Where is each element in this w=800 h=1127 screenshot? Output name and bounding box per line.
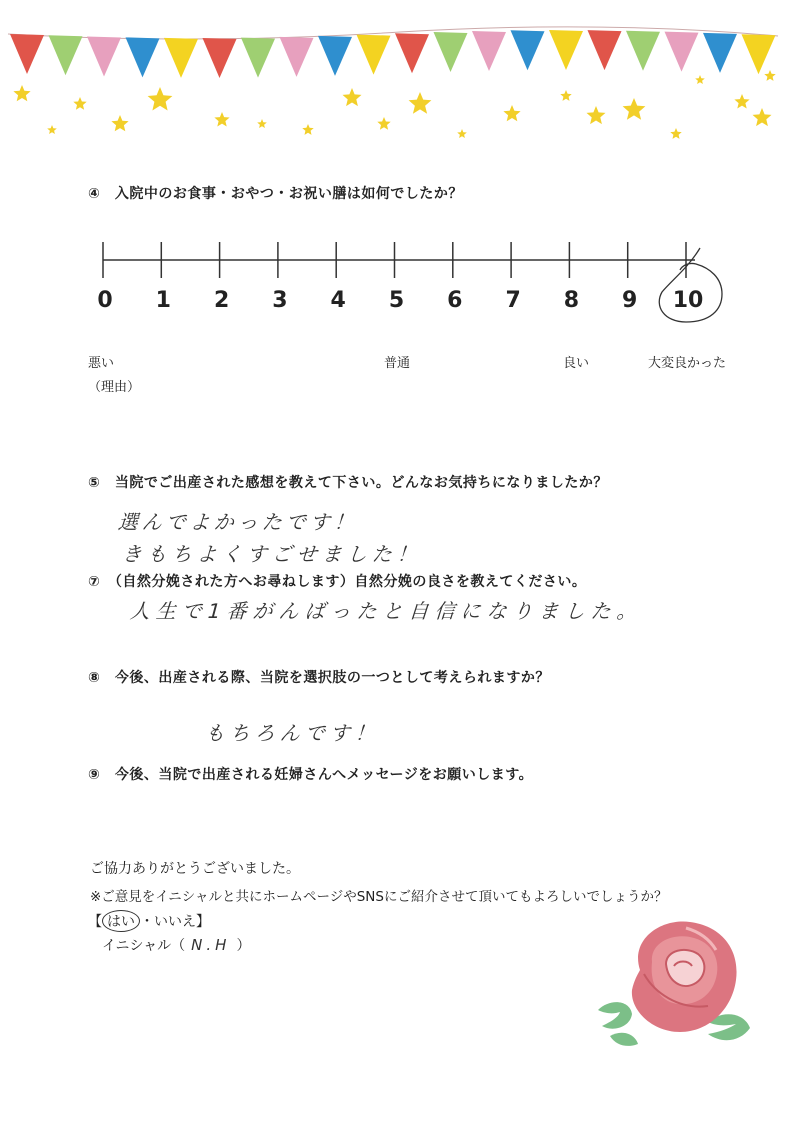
bunting-flag <box>318 36 352 76</box>
label-good: 良い <box>563 356 590 371</box>
scale-number-8[interactable]: 8 <box>563 288 580 313</box>
question-4: ④ 入院中のお食事・おやつ・お祝い膳は如何でしたか？ <box>88 186 463 202</box>
answer-8: もちろんです！ <box>204 721 381 745</box>
bunting-flag <box>203 38 237 78</box>
selection-circle <box>652 240 732 330</box>
bunting-banner <box>0 0 800 150</box>
scale-number-6[interactable]: 6 <box>447 288 463 313</box>
bunting-flag <box>357 35 391 75</box>
scale-number-2[interactable]: 2 <box>213 288 230 313</box>
bunting-flag <box>626 31 660 71</box>
question-9: ⑨ 今後、当院で出産される妊婦さんへメッセージをお願いします。 <box>88 767 534 783</box>
bunting-flag <box>511 30 545 70</box>
star-icon <box>764 70 775 81</box>
scale-number-4[interactable]: 4 <box>330 288 346 313</box>
star-icon <box>695 75 705 84</box>
star-icon <box>214 112 229 127</box>
label-bad: 悪い <box>88 356 115 371</box>
star-icon <box>343 88 362 106</box>
scale-number-7[interactable]: 7 <box>505 288 521 313</box>
label-normal: 普通 <box>384 356 411 371</box>
scale-number-9[interactable]: 9 <box>622 288 638 313</box>
bunting-flag <box>549 30 583 70</box>
bunting-flag <box>665 32 699 72</box>
star-icon <box>623 98 646 120</box>
bunting-flag <box>434 32 468 72</box>
initials-row: イニシャル（ N.H ） <box>102 936 251 954</box>
bunting-flag <box>395 33 429 73</box>
star-icon <box>73 97 86 110</box>
question-7: ⑦ （自然分娩された方へお尋ねします）自然分娩の良さを教えてください。 <box>88 574 587 590</box>
star-icon <box>753 108 772 126</box>
bunting-flag <box>742 34 776 74</box>
star-icon <box>670 128 681 139</box>
star-icon <box>148 87 173 111</box>
bunting-flag <box>87 36 121 76</box>
rose-illustration <box>590 910 760 1055</box>
option-yes[interactable]: はい <box>102 910 140 932</box>
rating-scale-line <box>95 230 735 290</box>
scale-number-5[interactable]: 5 <box>388 288 405 313</box>
bunting-flag <box>164 38 198 78</box>
star-icon <box>47 125 57 134</box>
bunting-flag <box>49 35 83 75</box>
bunting-flag <box>588 30 622 70</box>
bunting-flag <box>126 37 160 77</box>
star-icon <box>503 105 520 121</box>
star-icon <box>560 90 571 101</box>
star-icon <box>111 115 128 131</box>
bunting-flag <box>472 31 506 71</box>
star-icon <box>377 117 390 130</box>
star-icon <box>257 119 267 128</box>
star-icon <box>457 129 467 138</box>
reason-label: （理由） <box>88 380 141 395</box>
label-very-good: 大変良かった <box>648 356 727 371</box>
bunting-flag <box>280 37 314 77</box>
bunting-flag <box>10 34 44 74</box>
star-icon <box>409 92 432 114</box>
consent-options: 【 はい ・いいえ】 <box>88 910 210 932</box>
answer-5-line-1: 選んでよかったです！ <box>117 510 359 534</box>
initials-label: イニシャル（ <box>102 938 186 954</box>
scale-number-0[interactable]: 0 <box>97 288 113 313</box>
star-icon <box>302 124 313 135</box>
question-8: ⑧ 今後、出産される際、当院を選択肢の一つとして考えられますか？ <box>88 670 550 686</box>
bunting-flag <box>703 33 737 73</box>
option-no[interactable]: いいえ <box>154 914 196 930</box>
star-icon <box>13 85 30 101</box>
thanks-text: ご協力ありがとうございました。 <box>90 861 300 877</box>
scale-number-1[interactable]: 1 <box>155 288 171 313</box>
scale-number-10[interactable]: 10 <box>672 288 704 313</box>
question-5: ⑤ 当院でご出産された感想を教えて下さい。どんなお気持ちになりましたか？ <box>88 475 608 491</box>
star-icon <box>587 106 606 124</box>
bunting-flag <box>241 38 275 78</box>
consent-question: ※ご意見をイニシャルと共にホームページやSNSにご紹介させて頂いてもよろしいでしょうか？ <box>90 889 668 905</box>
scale-number-3[interactable]: 3 <box>272 288 288 313</box>
star-icon <box>734 94 749 109</box>
answer-7: 人生で1番がんばったと自信になりました。 <box>129 599 644 623</box>
answer-5-line-2: きもちよくすごせました！ <box>121 542 423 566</box>
initials-value: N.H <box>191 936 231 954</box>
